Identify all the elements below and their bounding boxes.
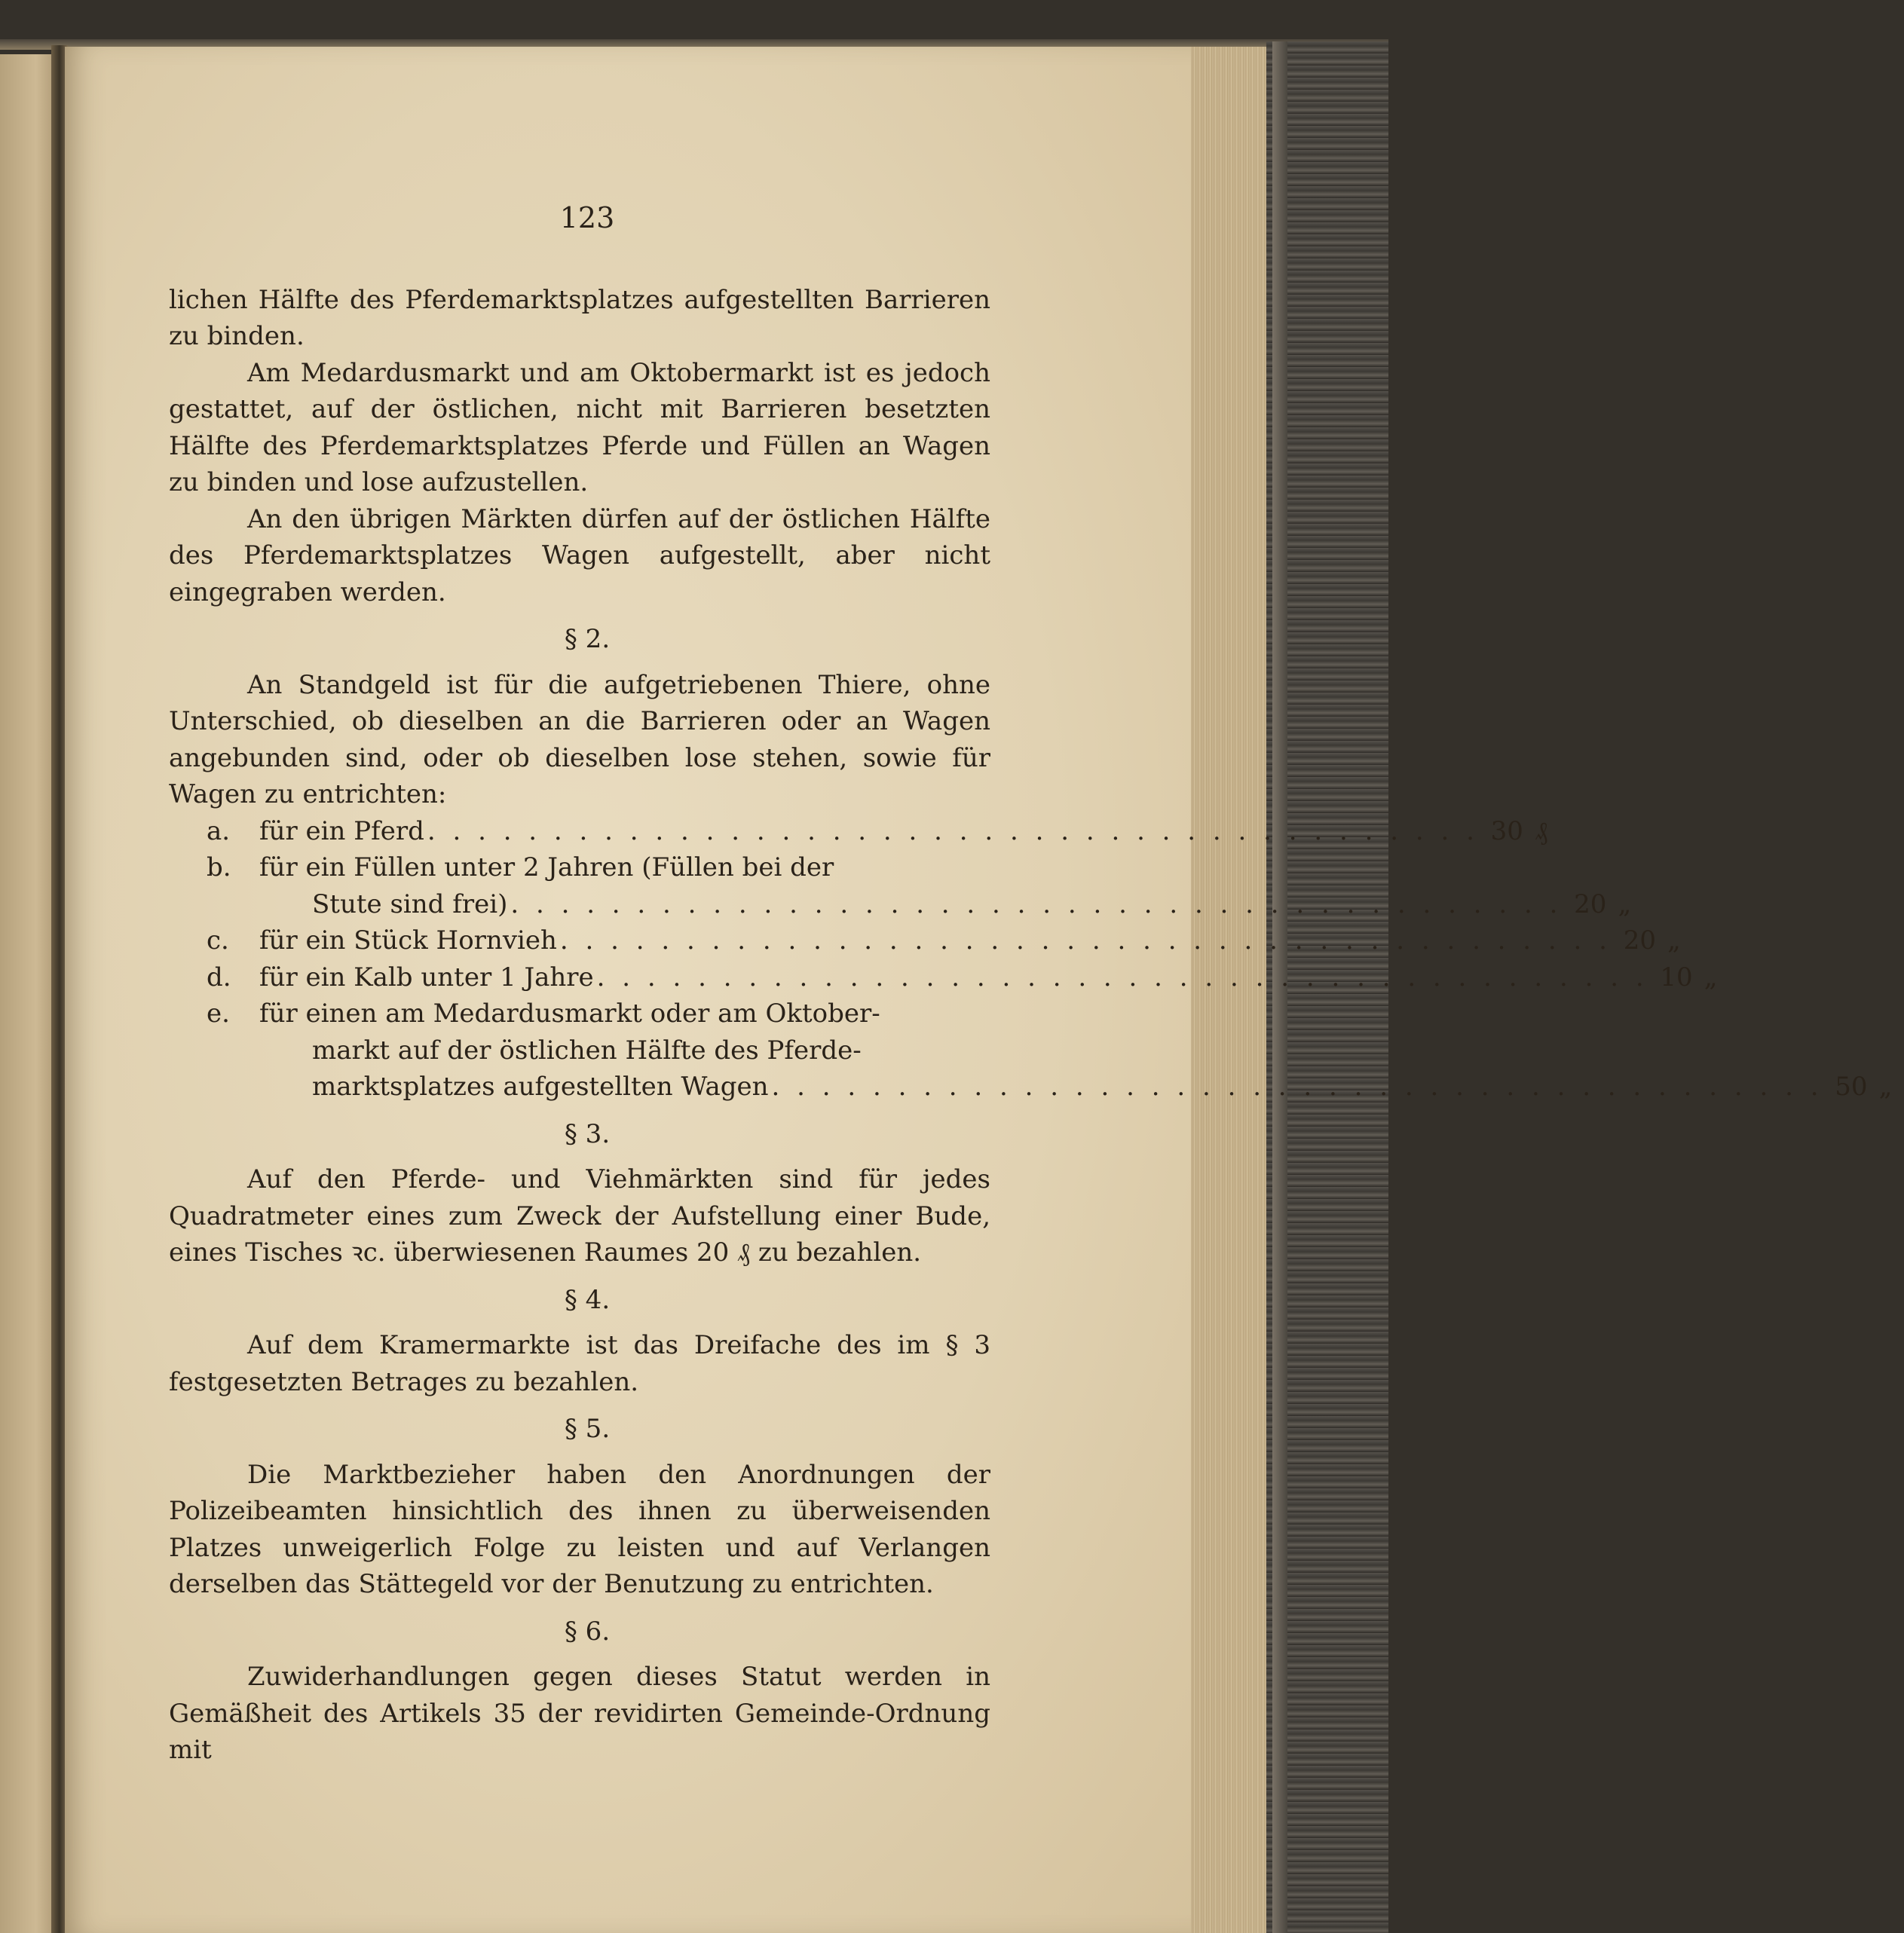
leader-dots bbox=[557, 922, 1615, 959]
fee-text: für ein Kalb unter 1 Jahre bbox=[259, 962, 594, 992]
leader-dots bbox=[594, 959, 1651, 996]
fee-item-d bbox=[169, 959, 1718, 996]
fee-amount: 20 bbox=[1623, 925, 1656, 956]
paragraph-1: lichen Hälfte des Pferdemarktsplatzes aufgestellten Barrieren zu binden. bbox=[169, 284, 990, 351]
page-text bbox=[169, 200, 1893, 1769]
fee-letter: c. bbox=[207, 925, 229, 956]
section-5-text: Die Marktbezieher haben den Anordnungen der Polizeibeamten hinsichtlich des ihnen zu überweisenden Platzes unweigerlich Folge zu leisten und auf Verlangen derselben das Stättegeld vor der Benutzung zu entrichten. bbox=[169, 1459, 990, 1599]
fee-unit: ₰ bbox=[1535, 815, 1548, 846]
section-3-text: Auf den Pferde- und Viehmärkten sind für jedes Quadratmeter eines zum Zweck der Aufstellung einer Bude, eines Tisches ꝛc. überwiesenen Raumes 20 ₰ zu bezahlen. bbox=[169, 1164, 990, 1268]
fee-letter: b. bbox=[207, 852, 231, 882]
fee-text: für ein Pferd bbox=[259, 815, 424, 846]
fee-item-b bbox=[169, 849, 1632, 922]
fee-unit: „ bbox=[1878, 1072, 1893, 1102]
section-4-text: Auf dem Kramermarkte ist das Dreifache des im § 3 festgesetzten Betrages zu bezahlen. bbox=[169, 1330, 990, 1397]
fee-letter: a. bbox=[207, 815, 231, 846]
fee-unit: „ bbox=[1618, 889, 1632, 919]
fee-unit: „ bbox=[1703, 962, 1718, 992]
page-number: 123 bbox=[559, 201, 615, 234]
fee-letter: e. bbox=[207, 999, 230, 1029]
fee-amount: 30 bbox=[1490, 815, 1523, 846]
fee-amount: 10 bbox=[1660, 962, 1693, 992]
leader-dots bbox=[424, 813, 1482, 850]
fee-item-e bbox=[169, 996, 1893, 1106]
leader-dots bbox=[769, 1069, 1826, 1106]
fee-list bbox=[169, 813, 1893, 1106]
section-2-heading: § 2. bbox=[564, 624, 611, 654]
fee-text-line2: markt auf der östlichen Hälfte des Pferde- bbox=[312, 1035, 862, 1066]
fee-unit: „ bbox=[1667, 925, 1681, 956]
fee-text-line1: für einen am Medardusmarkt oder am Oktober- bbox=[259, 999, 880, 1029]
section-4-heading: § 4. bbox=[564, 1284, 611, 1315]
section-6-text: Zuwiderhandlungen gegen dieses Statut werden in Gemäßheit des Artikels 35 der revidirten Gemeinde-Ordnung mit bbox=[169, 1662, 990, 1765]
section-2-text: An Standgeld ist für die aufgetriebenen Thiere, ohne Unterschied, ob dieselben an die Barrieren oder an Wagen angebunden sind, oder ob dieselben lose stehen, sowie für Wagen zu entrichten: bbox=[169, 669, 990, 809]
fee-text: für ein Stück Hornvieh bbox=[259, 925, 557, 956]
fee-text: Stute sind frei) bbox=[312, 889, 508, 919]
paragraph-2: Am Medardusmarkt und am Oktobermarkt ist es jedoch gestattet, auf der östlichen, nicht mit Barrieren besetzten Hälfte des Pferdemarktsplatzes Pferde und Füllen an Wagen zu binden und lose aufzustellen. bbox=[169, 357, 990, 497]
fee-amount: 50 bbox=[1835, 1072, 1868, 1102]
fee-letter: d. bbox=[207, 962, 231, 992]
fee-text: marktsplatzes aufgestellten Wagen bbox=[312, 1072, 769, 1102]
paragraph-3: An den übrigen Märkten dürfen auf der östlichen Hälfte des Pferdemarktsplatzes Wagen aufgestellt, aber nicht eingegraben werden. bbox=[169, 503, 990, 607]
fee-item-c bbox=[169, 922, 1681, 959]
leader-dots bbox=[507, 886, 1565, 923]
section-6-heading: § 6. bbox=[564, 1616, 611, 1647]
section-3-heading: § 3. bbox=[564, 1118, 611, 1149]
section-5-heading: § 5. bbox=[564, 1414, 611, 1444]
fee-item-a bbox=[169, 813, 1548, 850]
fee-amount: 20 bbox=[1574, 889, 1607, 919]
fee-text-line1: für ein Füllen unter 2 Jahren (Füllen bei der bbox=[259, 852, 834, 882]
